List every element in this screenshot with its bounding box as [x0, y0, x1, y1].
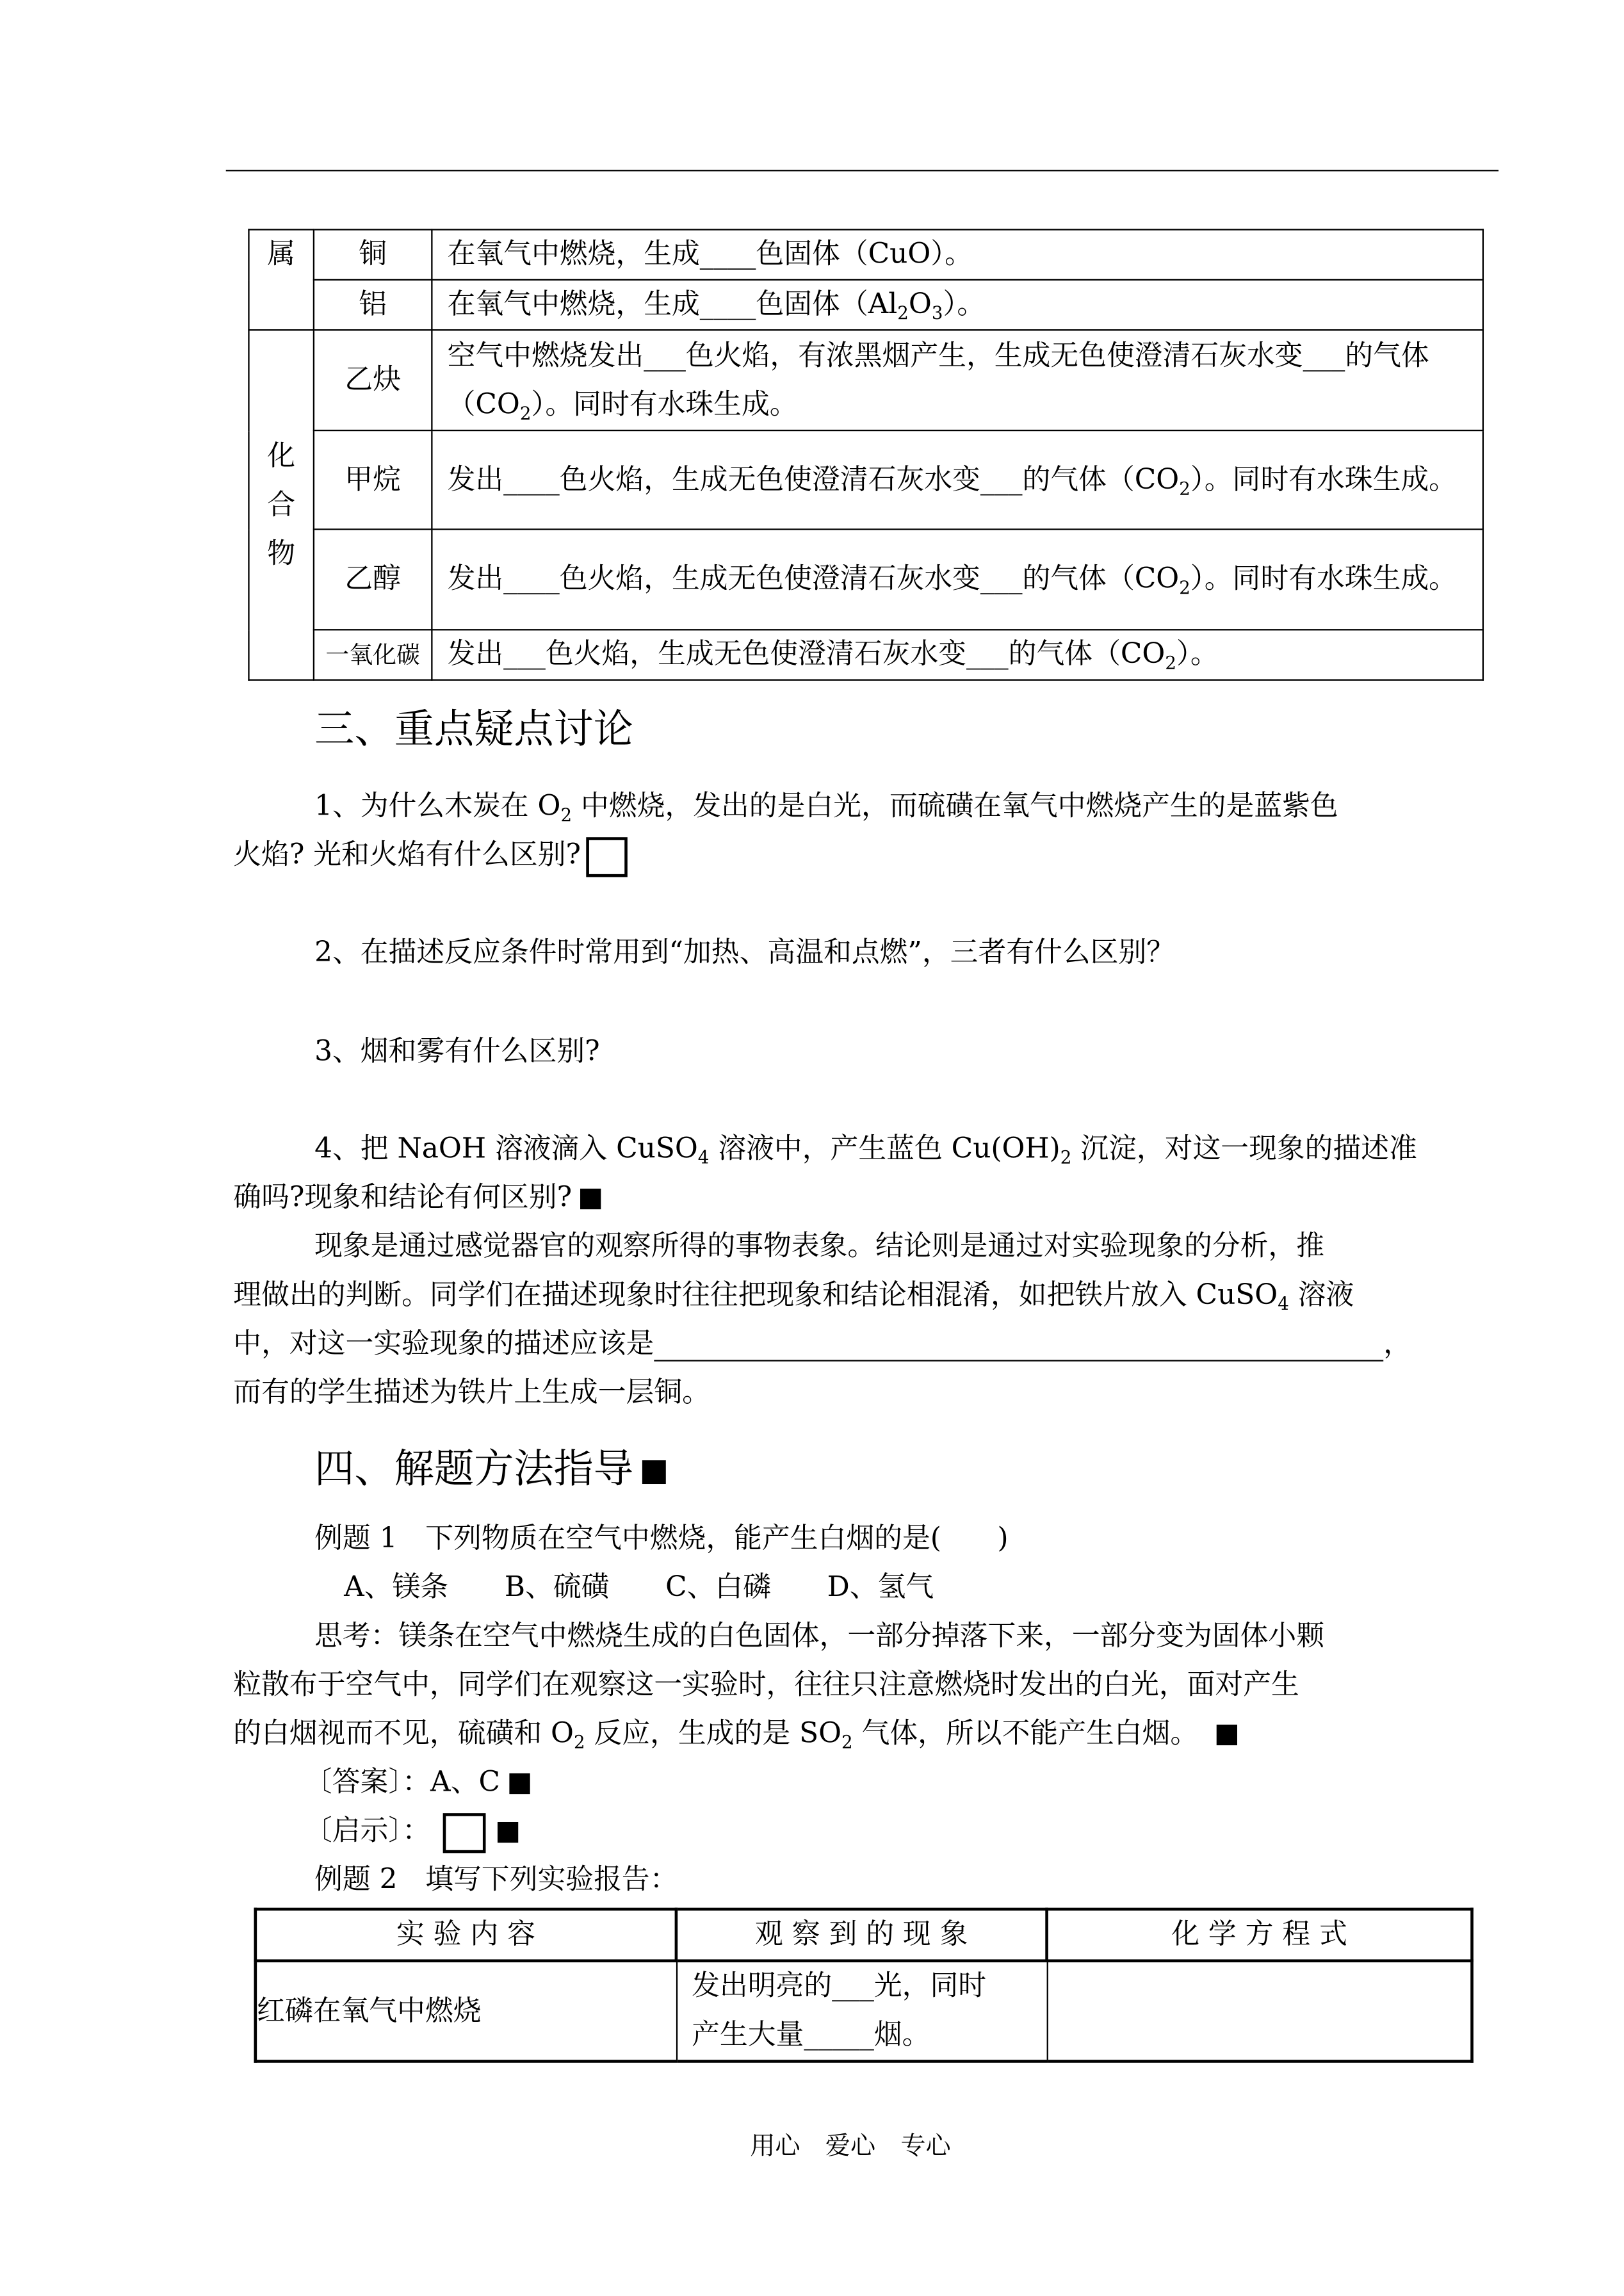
hint-line	[0, 1807, 1624, 1856]
header-observation: 观 察 到 的 现 象	[676, 1909, 1047, 1961]
substance-name: 铝	[314, 280, 432, 330]
subscript: 3	[931, 302, 943, 323]
header-content: 实 验 内 容	[256, 1909, 676, 1961]
obs-line1: 发出明亮的___光，同时	[692, 1969, 987, 2003]
phenomenon	[432, 630, 1483, 680]
question-1-line1	[0, 783, 1624, 831]
explanation-line3	[0, 1320, 1624, 1369]
option-d: D、氢气	[827, 1571, 934, 1604]
subscript: 4	[697, 1147, 710, 1168]
phenomenon	[432, 280, 1483, 330]
comma: ，	[1383, 1327, 1412, 1360]
subscript: 2	[519, 402, 532, 423]
answer-box[interactable]	[587, 836, 628, 876]
question-2: 2、在描述反应条件时常用到“加热、高温和点燃”，三者有什么区别？	[314, 936, 1175, 969]
text-segment: ）。同时有水珠生成。	[1190, 562, 1458, 596]
text-segment: 中燃烧，发出的是白光，而硫磺在氧气中燃烧产生的是蓝紫色	[572, 790, 1338, 823]
heading-text: 四、解题方法指导	[314, 1447, 634, 1493]
phenomenon	[432, 330, 1483, 430]
square-marker-icon	[497, 1822, 517, 1843]
text-segment: 发出___色火焰，生成无色使澄清石灰水变___的气体（CO	[447, 637, 1165, 671]
subscript: 2	[1179, 577, 1190, 598]
answer-line	[0, 1759, 1624, 1807]
option-a: A、镁条	[344, 1571, 449, 1604]
footer: 用心 爱心 专心	[750, 2132, 951, 2162]
example-1-options	[0, 1564, 1624, 1613]
option-b: B、硫磺	[504, 1571, 610, 1604]
table-row	[256, 1961, 1472, 2062]
thinking-line1: 思考：镁条在空气中燃烧生成的白色固体，一部分掉落下来，一部分变为固体小颗	[314, 1620, 1325, 1652]
section3-heading: 三、重点疑点讨论	[314, 707, 634, 753]
substance-name: 铜	[314, 230, 432, 280]
text-segment: ）。同时有水珠生成。	[1190, 462, 1458, 496]
explanation-line4: 而有的学生描述为铁片上生成一层铜。	[233, 1376, 710, 1409]
question-4-line1	[0, 1125, 1624, 1174]
substance-name: 一氧化碳	[314, 630, 432, 680]
text-segment: 空气中燃烧发出___色火焰，有浓黑烟产生，生成无色使澄清石灰水变___的气体（CO	[447, 339, 1429, 420]
answer-text: 〔答案〕：A、C	[304, 1766, 501, 1799]
substance-name: 甲烷	[314, 430, 432, 529]
obs-line2: 产生大量_____烟。	[692, 2018, 930, 2051]
subscript: 2	[841, 1732, 853, 1753]
fill-in-blank[interactable]	[654, 1330, 1383, 1360]
combustion-table	[248, 229, 1484, 680]
text-segment: 的白烟视而不见，硫磺和 O	[233, 1717, 574, 1750]
subscript: 2	[560, 804, 572, 826]
text-segment: 气体，所以不能产生白烟。	[852, 1717, 1199, 1750]
phenomenon	[432, 230, 1483, 280]
text-segment: 1、为什么木炭在 O	[314, 790, 561, 823]
text-segment: 4、把 NaOH 溶液滴入 CuSO	[314, 1132, 698, 1166]
text-segment: 沉淀，对这一现象的描述准	[1071, 1132, 1417, 1166]
header-equation: 化 学 方 程 式	[1047, 1909, 1472, 1961]
square-marker-icon	[509, 1773, 530, 1794]
group-metal: 属	[248, 230, 313, 330]
text-segment: 理做出的判断。同学们在描述现象时往往把现象和结论相混淆，如把铁片放入 CuSO	[233, 1278, 1278, 1312]
hint-box[interactable]	[443, 1812, 485, 1852]
text-segment: ）。	[1176, 637, 1219, 671]
table-row	[248, 330, 1482, 430]
hint-text: 〔启示〕：	[304, 1814, 431, 1848]
experiment-report-table	[254, 1908, 1474, 2063]
text-segment: 在氧气中燃烧，生成____色固体（Al	[447, 288, 898, 321]
example-2: 例题 2 填写下列实验报告：	[314, 1863, 678, 1896]
explanation-text: 中，对这一实验现象的描述应该是	[233, 1327, 654, 1360]
text-segment: 发出____色火焰，生成无色使澄清石灰水变___的气体（CO	[447, 462, 1180, 496]
explanation-line2	[0, 1271, 1624, 1320]
substance-name: 乙炔	[314, 330, 432, 430]
equation-cell[interactable]	[1047, 1961, 1472, 2062]
question-4-line2	[0, 1174, 1624, 1223]
text-segment: O	[908, 288, 932, 321]
subscript: 2	[1165, 653, 1176, 674]
subscript: 2	[573, 1732, 585, 1753]
subscript: 4	[1278, 1293, 1289, 1314]
option-c: C、白磷	[665, 1571, 772, 1604]
explanation-line1: 现象是通过感觉器官的观察所得的事物表象。结论则是通过对实验现象的分析，推	[314, 1230, 1325, 1263]
text-segment: 在氧气中燃烧，生成____色固体（CuO）。	[447, 238, 973, 270]
question-1-line2	[0, 831, 1624, 880]
table-row	[248, 280, 1482, 330]
text-segment: 反应，生成的是 SO	[585, 1717, 842, 1750]
section4-heading	[0, 1447, 1624, 1494]
text-segment: ）。同时有水珠生成。	[531, 387, 798, 420]
subscript: 2	[897, 302, 909, 323]
square-marker-icon	[642, 1460, 666, 1483]
experiment-content: 红磷在氧气中燃烧	[256, 1961, 676, 2062]
question-3: 3、烟和雾有什么区别?	[314, 1035, 600, 1068]
square-marker-icon	[581, 1189, 601, 1209]
observation-cell	[676, 1961, 1047, 2062]
table-header-row	[256, 1909, 1472, 1961]
group-compound: 化合物	[248, 330, 313, 680]
thinking-line2: 粒散布于空气中，同学们在观察这一实验时，往往只注意燃烧时发出的白光，面对产生	[233, 1668, 1299, 1701]
thinking-text	[233, 1717, 1199, 1753]
subscript: 2	[1060, 1147, 1072, 1168]
text-segment: 溶液中，产生蓝色 Cu(OH)	[709, 1132, 1060, 1166]
table-row	[248, 430, 1482, 529]
table-row	[248, 530, 1482, 630]
square-marker-icon	[1216, 1725, 1237, 1745]
substance-name: 乙醇	[314, 530, 432, 630]
text-segment: 发出____色火焰，生成无色使澄清石灰水变___的气体（CO	[447, 562, 1180, 596]
phenomenon	[432, 530, 1483, 630]
subscript: 2	[1179, 477, 1190, 499]
text-segment: ）。	[943, 288, 986, 321]
q1-text: 火焰? 光和火焰有什么区别?	[233, 838, 581, 872]
table-row	[248, 230, 1482, 280]
thinking-line3	[0, 1710, 1624, 1759]
phenomenon	[432, 430, 1483, 529]
example-1: 例题 1 下列物质在空气中燃烧，能产生白烟的是( )	[314, 1522, 1009, 1555]
table-row	[248, 630, 1482, 680]
text-segment: 溶液	[1288, 1278, 1354, 1312]
q4-text: 确吗?现象和结论有何区别?	[233, 1181, 572, 1214]
